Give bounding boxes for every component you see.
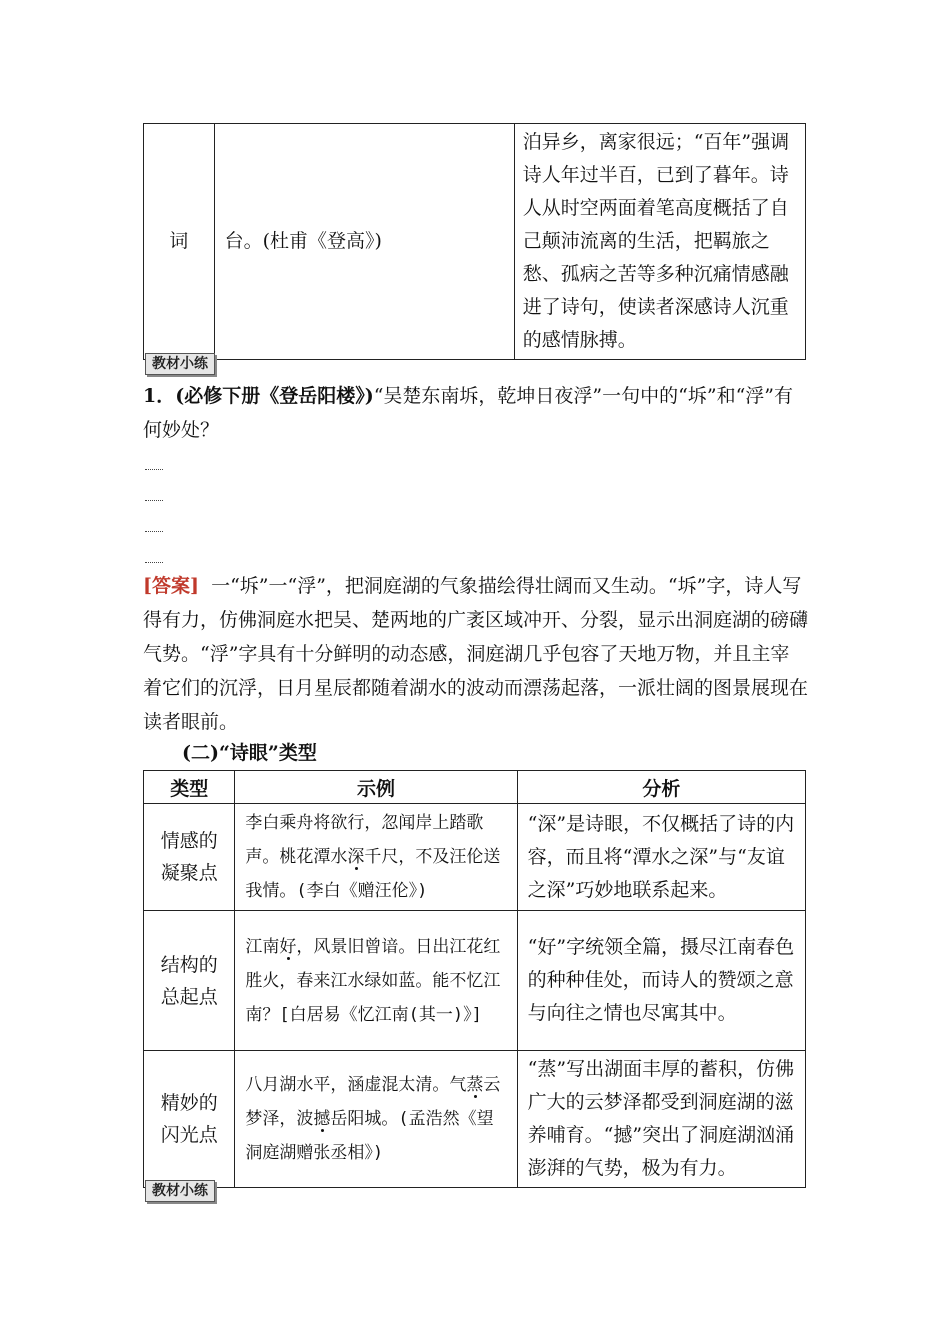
table-row xyxy=(144,124,806,360)
type-line: 精妙的 xyxy=(160,1092,218,1114)
example-cell xyxy=(235,1051,517,1188)
example-text: 云梦泽，波 xyxy=(245,1075,501,1129)
answer-line xyxy=(145,499,163,501)
question-text: “吴楚东南坼，乾坤日夜浮”一句中的“坼”和“浮”有何妙处？ xyxy=(143,385,794,441)
example-text: ，风景旧曾谙。日出江花红胜火，春来江水绿如蓝。能不忆江南？[白居易《忆江南(其一)》] xyxy=(245,936,501,1025)
example-cell xyxy=(235,804,517,911)
type-cell xyxy=(144,804,235,911)
answer-paragraph xyxy=(143,569,808,739)
table-header-row xyxy=(144,771,806,804)
continued-table xyxy=(143,123,806,360)
example-text: 岳阳城。(孟浩然《望洞庭湖赠张丞相》) xyxy=(245,1109,494,1163)
emphasized-char: 蒸 xyxy=(466,1075,484,1095)
analysis-cell: “好”字统领全篇，摄尽江南春色的种种佳处，而诗人的赞颂之意与向往之情也尽寓其中。 xyxy=(517,911,805,1051)
answer-line xyxy=(145,468,163,470)
table-row xyxy=(144,804,806,911)
table-row xyxy=(144,911,806,1051)
example-text: 李白乘舟将欲行，忽闻岸上踏歌声。桃花潭水 xyxy=(245,813,484,867)
column-header-example: 示例 xyxy=(235,771,517,804)
exercise-tag: 教材小练 xyxy=(145,1180,215,1202)
analysis-cell: “深”是诗眼，不仅概括了诗的内容，而且将“潭水之深”与“友谊之深”巧妙地联系起来。 xyxy=(517,804,805,911)
type-line: 闪光点 xyxy=(160,1124,218,1146)
table-cell-category: 词 xyxy=(144,124,215,360)
type-line: 情感的 xyxy=(160,830,218,852)
table-row xyxy=(144,1051,806,1188)
column-header-type: 类型 xyxy=(144,771,235,804)
exercise-tag: 教材小练 xyxy=(145,353,215,375)
type-line: 总起点 xyxy=(160,985,218,1008)
question-source: (必修下册《登岳阳楼》) xyxy=(175,385,374,407)
table-cell-analysis: 泊异乡，离家很远；“百年”强调诗人年过半百，已到了暮年。诗人从时空两面着笔高度概括了自己颠沛流离的生活，把羁旅之愁、孤病之苦等多种沉痛情感融进了诗句，使读者深感诗人沉重的感情脉搏。 xyxy=(514,124,805,360)
column-header-analysis: 分析 xyxy=(517,771,805,804)
example-cell xyxy=(235,911,517,1051)
type-line: 凝聚点 xyxy=(160,862,218,884)
poem-eye-table xyxy=(143,770,806,1188)
example-text: 八月湖水平，涵虚混太清。气 xyxy=(245,1075,467,1095)
example-text: 江南 xyxy=(245,936,280,957)
question-1 xyxy=(143,379,808,447)
example-text: 千尺，不及汪伦送我情。(李白《赠汪伦》) xyxy=(245,847,501,901)
answer-text: 一“坼”一“浮”，把洞庭湖的气象描绘得壮阔而又生动。“坼”字，诗人写得有力，仿佛洞庭水把吴、楚两地的广袤区域冲开、分裂，显示出洞庭湖的磅礴气势。“浮”字具有十分鲜明的动态感，洞庭湖几乎包容了天地万物，并且主宰着它们的沉浮，日月星辰都随着湖水的波动而漂荡起落，一派壮阔的图景展现在读者眼前。 xyxy=(143,575,809,733)
emphasized-char: 深 xyxy=(347,847,365,867)
answer-line xyxy=(145,561,163,563)
answer-line xyxy=(145,530,163,532)
type-cell xyxy=(144,1051,235,1188)
emphasized-char: 撼 xyxy=(313,1109,331,1129)
section-heading: (二)“诗眼”类型 xyxy=(182,742,317,764)
type-line: 结构的 xyxy=(160,953,218,976)
type-cell xyxy=(144,911,235,1051)
question-number: 1． xyxy=(143,385,176,407)
table-cell-example: 台。(杜甫《登高》) xyxy=(214,124,514,360)
emphasized-char: 好 xyxy=(279,936,297,957)
answer-label: [答案] xyxy=(143,575,199,597)
analysis-cell: “蒸”写出湖面丰厚的蓄积，仿佛广大的云梦泽都受到洞庭湖的滋养哺育。“撼”突出了洞庭湖汹涌澎湃的气势，极为有力。 xyxy=(517,1051,805,1188)
